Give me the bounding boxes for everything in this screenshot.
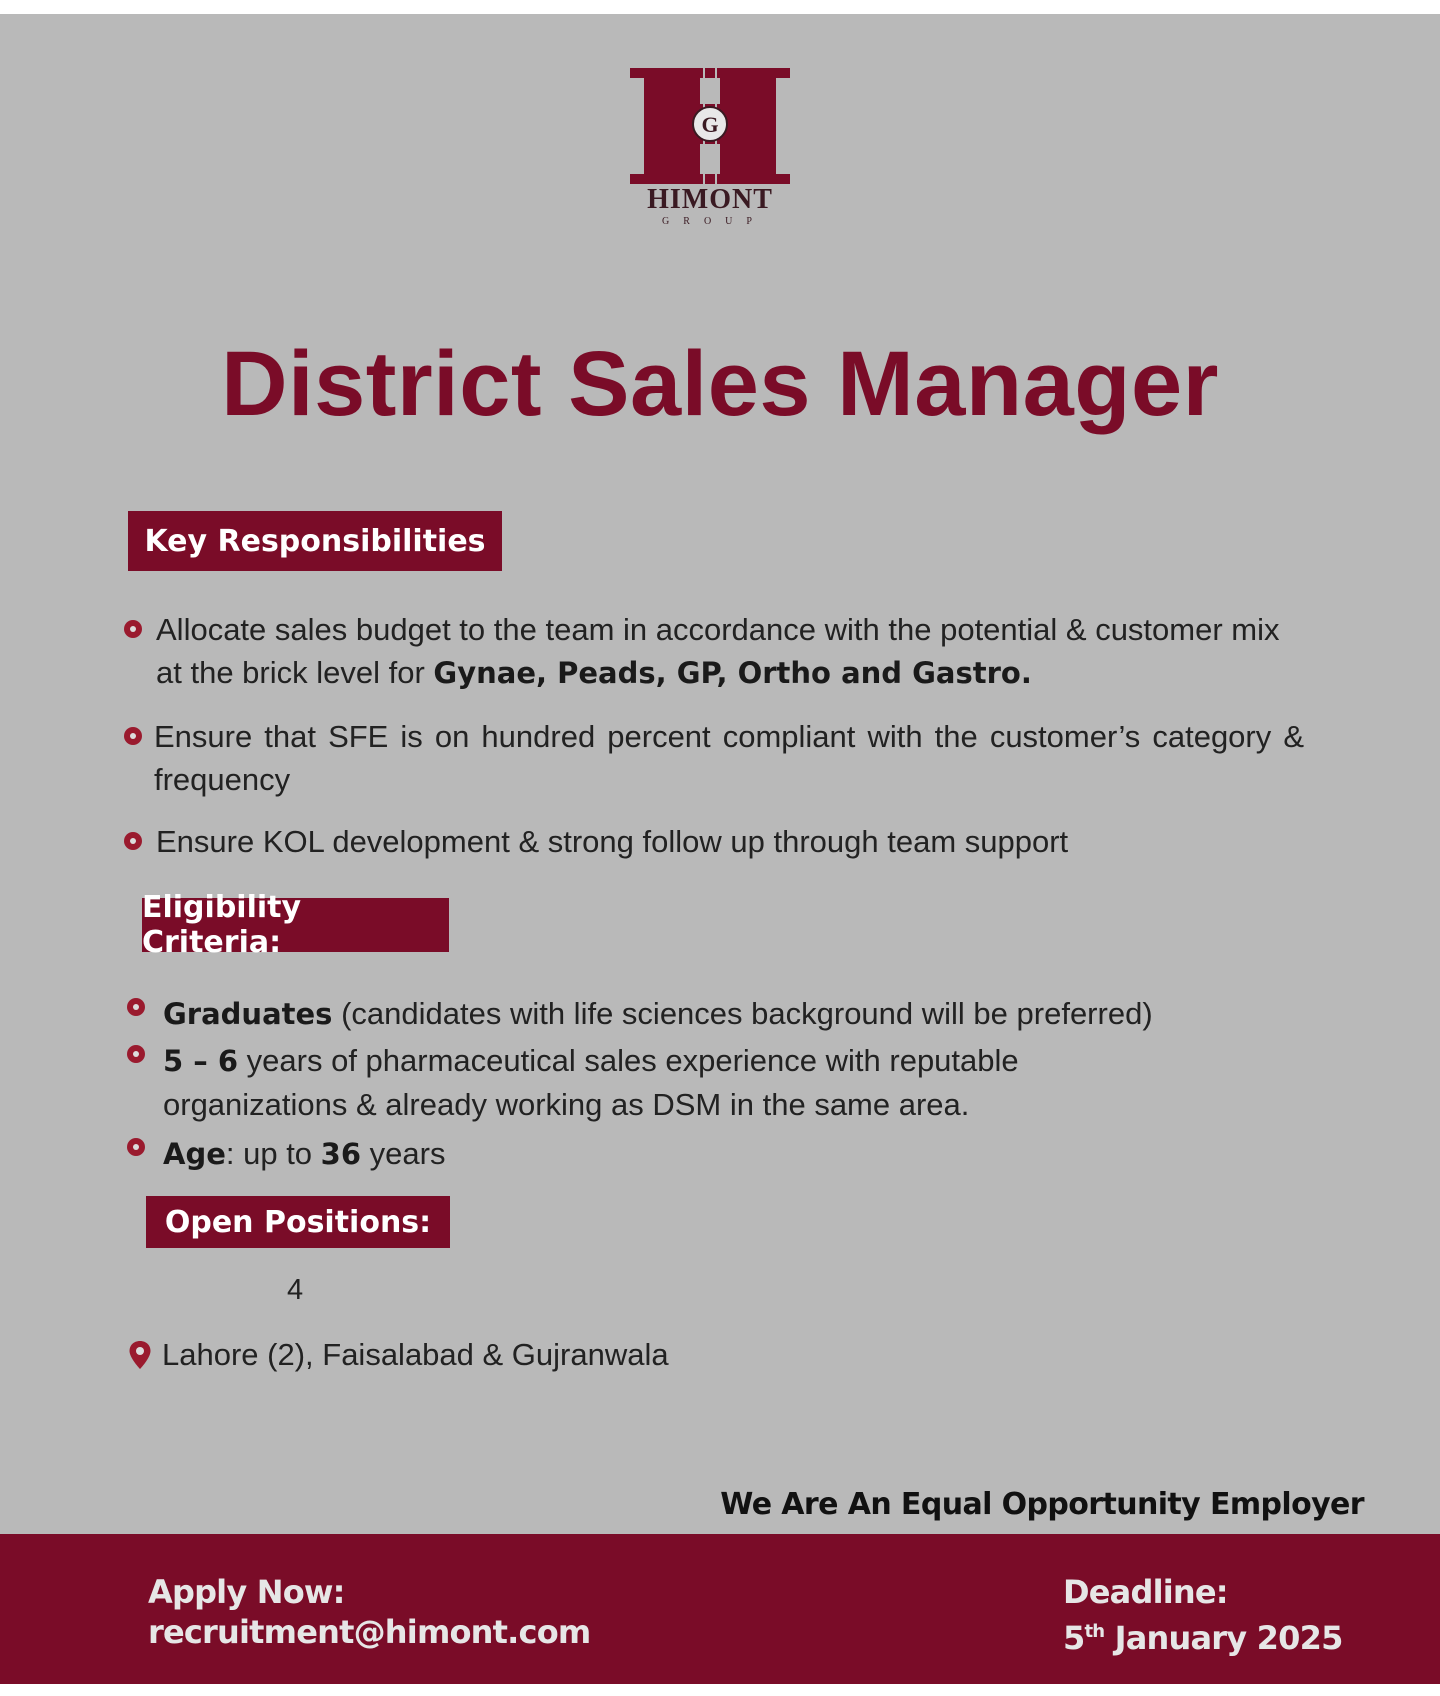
bullet-icon	[127, 1045, 145, 1063]
eligibility-item: Age: up to 36 years	[163, 1132, 1123, 1176]
responsibility-item: Ensure that SFE is on hundred percent compliant with the customer’s category & frequency	[154, 715, 1304, 801]
deadline-block	[1063, 1572, 1343, 1658]
page-title: District Sales Manager	[221, 333, 1219, 435]
eligibility-item: 5 – 6 years of pharmaceutical sales experience with reputable organizations & already working as DSM in the same area.	[163, 1039, 1123, 1126]
positions-count: 4	[287, 1274, 304, 1306]
map-pin-icon	[128, 1340, 152, 1370]
bullet-icon	[127, 1138, 145, 1156]
open-positions-label: Open Positions:	[146, 1196, 450, 1248]
deadline-label: Deadline:	[1063, 1573, 1228, 1611]
bullet-icon	[124, 620, 142, 638]
apply-label: Apply Now:	[148, 1573, 345, 1611]
bullet-icon	[124, 832, 142, 850]
eligibility-criteria-label: Eligibility Criteria:	[142, 898, 449, 952]
key-responsibilities-label: Key Responsibilities	[128, 511, 502, 571]
location-text: Lahore (2), Faisalabad & Gujranwala	[162, 1337, 669, 1372]
equal-opportunity-text: We Are An Equal Opportunity Employer	[720, 1487, 1364, 1522]
bullet-icon	[127, 998, 145, 1016]
himont-logo	[630, 68, 790, 248]
responsibility-item: Allocate sales budget to the team in accordance with the potential & customer mix at the brick level for Gynae, Peads, GP, Ortho and Gastro.	[156, 608, 1306, 695]
job-poster	[0, 14, 1440, 1684]
bullet-icon	[124, 727, 142, 745]
logo-letter: G	[701, 112, 719, 137]
footer-band	[0, 1534, 1440, 1684]
logo-sub: GROUP	[662, 216, 766, 227]
responsibility-item: Ensure KOL development & strong follow up through team support	[156, 820, 1306, 863]
eligibility-item: Graduates (candidates with life sciences background will be preferred)	[163, 992, 1293, 1036]
apply-block	[148, 1572, 590, 1652]
apply-email[interactable]: recruitment@himont.com	[148, 1613, 591, 1651]
location-line	[128, 1337, 669, 1373]
logo-name: HIMONT	[647, 184, 773, 215]
deadline-date: 5th January 2025	[1063, 1619, 1343, 1657]
logo-h-mark-icon	[630, 68, 790, 184]
